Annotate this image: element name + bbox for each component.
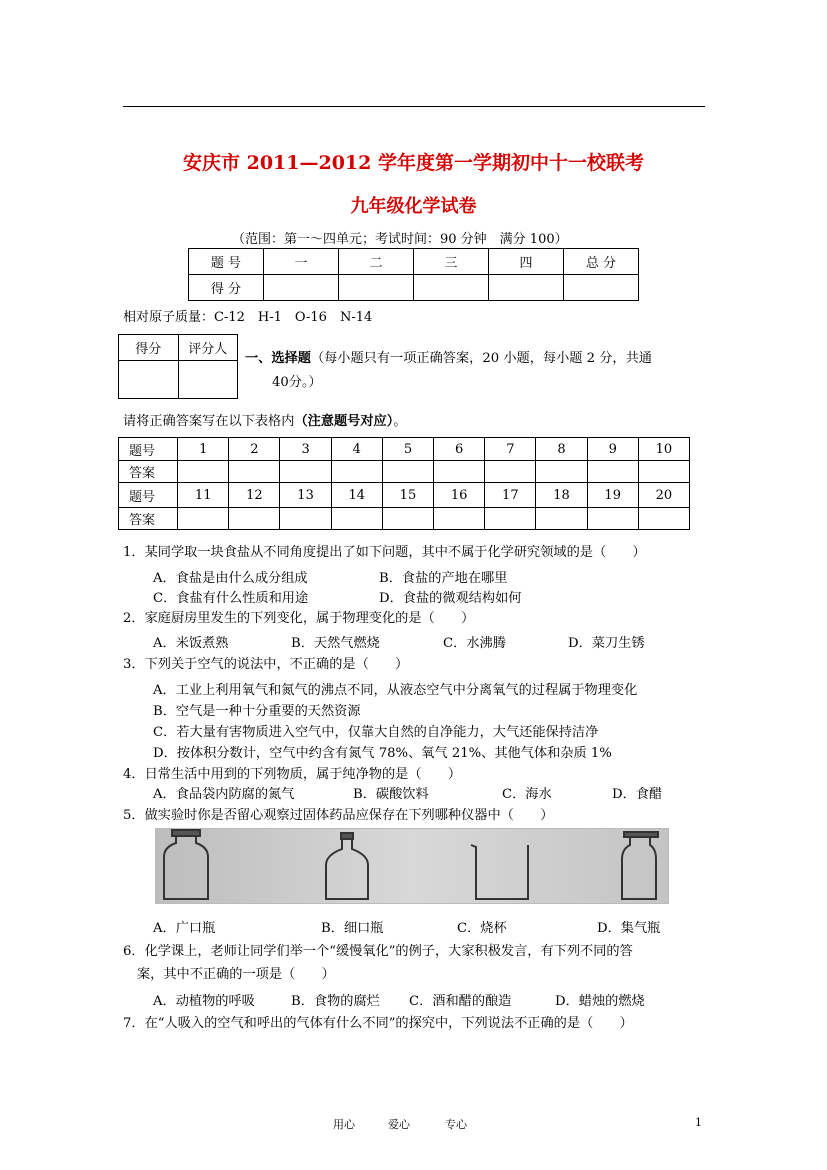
answer-cell[interactable] xyxy=(587,461,638,483)
answer-number: 9 xyxy=(587,438,638,461)
score-cell[interactable] xyxy=(564,275,639,301)
q4-option-a[interactable]: A．食品袋内防腐的氮气 xyxy=(153,787,295,802)
question-3: 3．下列关于空气的说法中，不正确的是（ ） xyxy=(123,657,409,672)
answer-number: 2 xyxy=(229,438,280,461)
section-heading xyxy=(245,347,652,366)
answer-cell[interactable] xyxy=(331,461,382,483)
answer-cell[interactable] xyxy=(485,461,536,483)
answer-cell[interactable] xyxy=(587,508,638,530)
score-header: 题 号 xyxy=(189,249,264,275)
answer-cell[interactable] xyxy=(178,508,229,530)
answer-cell[interactable] xyxy=(178,461,229,483)
exam-subtitle: 九年级化学试卷 xyxy=(350,196,477,217)
answer-cell[interactable] xyxy=(229,461,280,483)
q5-option-d[interactable]: D．集气瓶 xyxy=(597,921,661,936)
q6-option-b[interactable]: B．食物的腐烂 xyxy=(291,994,380,1009)
answer-cell[interactable] xyxy=(485,508,536,530)
answer-number: 1 xyxy=(178,438,229,461)
answer-cell[interactable] xyxy=(638,508,689,530)
score-table xyxy=(188,248,639,301)
q6-option-c[interactable]: C．酒和醋的酿造 xyxy=(409,994,512,1009)
exam-scope: （范围：第一～四单元；考试时间：90 分钟 满分 100） xyxy=(232,232,568,247)
q1-option-c[interactable]: C．食盐有什么性质和用途 xyxy=(153,591,309,606)
section-desc-2: 40分。） xyxy=(272,375,322,390)
answer-cell[interactable] xyxy=(536,461,587,483)
page-number: 1 xyxy=(695,1116,702,1129)
q1-option-d[interactable]: D．食盐的微观结构如何 xyxy=(379,591,522,606)
answer-number: 17 xyxy=(485,483,536,508)
answer-cell[interactable] xyxy=(382,508,433,530)
score-row-label: 得 分 xyxy=(189,275,264,301)
answer-number: 6 xyxy=(434,438,485,461)
question-1: 1．某同学取一块食盐从不同角度提出了如下问题，其中不属于化学研究领域的是（ ） xyxy=(123,545,646,560)
q2-option-a[interactable]: A．米饭煮熟 xyxy=(153,636,229,651)
q6-option-d[interactable]: D．蜡烛的燃烧 xyxy=(555,994,645,1009)
answer-row-label: 答案 xyxy=(119,461,178,483)
answer-instruction xyxy=(123,410,407,429)
question-4: 4．日常生活中用到的下列物质，属于纯净物的是（ ） xyxy=(123,767,462,782)
answer-cell[interactable] xyxy=(229,508,280,530)
q3-option-a[interactable]: A．工业上利用氧气和氮气的沸点不同，从液态空气中分离氧气的过程属于物理变化 xyxy=(153,683,638,698)
answer-number: 5 xyxy=(382,438,433,461)
answer-number: 14 xyxy=(331,483,382,508)
answer-cell[interactable] xyxy=(638,461,689,483)
answer-cell[interactable] xyxy=(434,461,485,483)
answer-table xyxy=(118,437,690,530)
q4-option-b[interactable]: B．碳酸饮料 xyxy=(353,787,429,802)
answer-number: 3 xyxy=(280,438,331,461)
score-header: 三 xyxy=(414,249,489,275)
q4-option-c[interactable]: C．海水 xyxy=(502,787,552,802)
q2-option-c[interactable]: C．水沸腾 xyxy=(443,636,506,651)
grader-name-label: 评分人 xyxy=(178,335,238,361)
answer-cell[interactable] xyxy=(280,508,331,530)
score-header: 一 xyxy=(264,249,339,275)
question-6: 6．化学课上，老师让同学们举一个“缓慢氧化”的例子，大家积极发言，有下列不同的答 xyxy=(123,944,633,959)
answer-cell[interactable] xyxy=(382,461,433,483)
score-cell[interactable] xyxy=(339,275,414,301)
answer-number: 12 xyxy=(229,483,280,508)
q3-option-d[interactable]: D．按体积分数计，空气中约含有氮气 78%、氧气 21%、其他气体和杂质 1% xyxy=(153,746,612,761)
answer-number: 8 xyxy=(536,438,587,461)
answer-cell[interactable] xyxy=(434,508,485,530)
section-desc: （每小题只有一项正确答案，20 小题，每小题 2 分，共通 xyxy=(310,351,652,366)
score-cell[interactable] xyxy=(489,275,564,301)
answer-number: 7 xyxy=(485,438,536,461)
score-header: 二 xyxy=(339,249,414,275)
q3-option-c[interactable]: C．若大量有害物质进入空气中，仅靠大自然的自净能力，大气还能保持洁净 xyxy=(153,725,599,740)
answer-number: 15 xyxy=(382,483,433,508)
answer-number: 16 xyxy=(434,483,485,508)
score-cell[interactable] xyxy=(264,275,339,301)
footer-text-3: 专心 xyxy=(445,1118,467,1131)
q3-option-b[interactable]: B．空气是一种十分重要的天然资源 xyxy=(153,704,361,719)
q1-option-b[interactable]: B．食盐的产地在哪里 xyxy=(379,571,508,586)
score-header: 总 分 xyxy=(564,249,639,275)
instruction-bold: （注意题号对应） xyxy=(294,414,394,429)
q2-option-b[interactable]: B．天然气燃烧 xyxy=(291,636,380,651)
score-cell[interactable] xyxy=(414,275,489,301)
q1-option-a[interactable]: A．食盐是由什么成分组成 xyxy=(153,571,308,586)
exam-title: 安庆市 2011—2012 学年度第一学期初中十一校联考 xyxy=(183,152,644,174)
header-rule xyxy=(123,106,705,107)
q5-option-c[interactable]: C．烧杯 xyxy=(457,921,507,936)
answer-row-label: 答案 xyxy=(119,508,178,530)
atomic-mass: 相对原子质量：C-12 H-1 O-16 N-14 xyxy=(123,310,373,325)
footer-text-1: 用心 xyxy=(333,1118,355,1131)
answer-number: 13 xyxy=(280,483,331,508)
instruction-end: 。 xyxy=(393,414,407,429)
answer-number: 10 xyxy=(638,438,689,461)
question-6-cont: 案，其中不正确的一项是（ ） xyxy=(137,967,335,982)
answer-number: 18 xyxy=(536,483,587,508)
answer-row-label: 题号 xyxy=(119,438,178,461)
grader-box xyxy=(118,334,238,399)
answer-number: 20 xyxy=(638,483,689,508)
answer-cell[interactable] xyxy=(536,508,587,530)
question-2: 2．家庭厨房里发生的下列变化，属于物理变化的是（ ） xyxy=(123,611,475,626)
grader-score-cell[interactable] xyxy=(119,361,179,399)
answer-number: 19 xyxy=(587,483,638,508)
footer-text-2: 爱心 xyxy=(388,1118,410,1131)
grader-score-label: 得分 xyxy=(119,335,179,361)
q5-option-a[interactable]: A．广口瓶 xyxy=(153,921,216,936)
glassware-image xyxy=(155,828,669,904)
glassware-illustration xyxy=(156,829,668,903)
q5-option-b[interactable]: B．细口瓶 xyxy=(321,921,384,936)
answer-cell[interactable] xyxy=(280,461,331,483)
grader-name-cell[interactable] xyxy=(178,361,238,399)
answer-number: 4 xyxy=(331,438,382,461)
answer-cell[interactable] xyxy=(331,508,382,530)
answer-number: 11 xyxy=(178,483,229,508)
q2-option-d[interactable]: D．菜刀生锈 xyxy=(568,636,645,651)
question-5: 5．做实验时你是否留心观察过固体药品应保存在下列哪种仪器中（ ） xyxy=(123,808,554,823)
question-7: 7．在“人吸入的空气和呼出的气体有什么不同”的探究中，下列说法不正确的是（ ） xyxy=(123,1016,633,1031)
section-name: 一、选择题 xyxy=(245,351,311,366)
score-header: 四 xyxy=(489,249,564,275)
q4-option-d[interactable]: D．食醋 xyxy=(612,787,663,802)
instruction-text: 请将正确答案写在以下表格内 xyxy=(123,414,295,429)
q6-option-a[interactable]: A．动植物的呼吸 xyxy=(153,994,255,1009)
answer-row-label: 题号 xyxy=(119,483,178,508)
